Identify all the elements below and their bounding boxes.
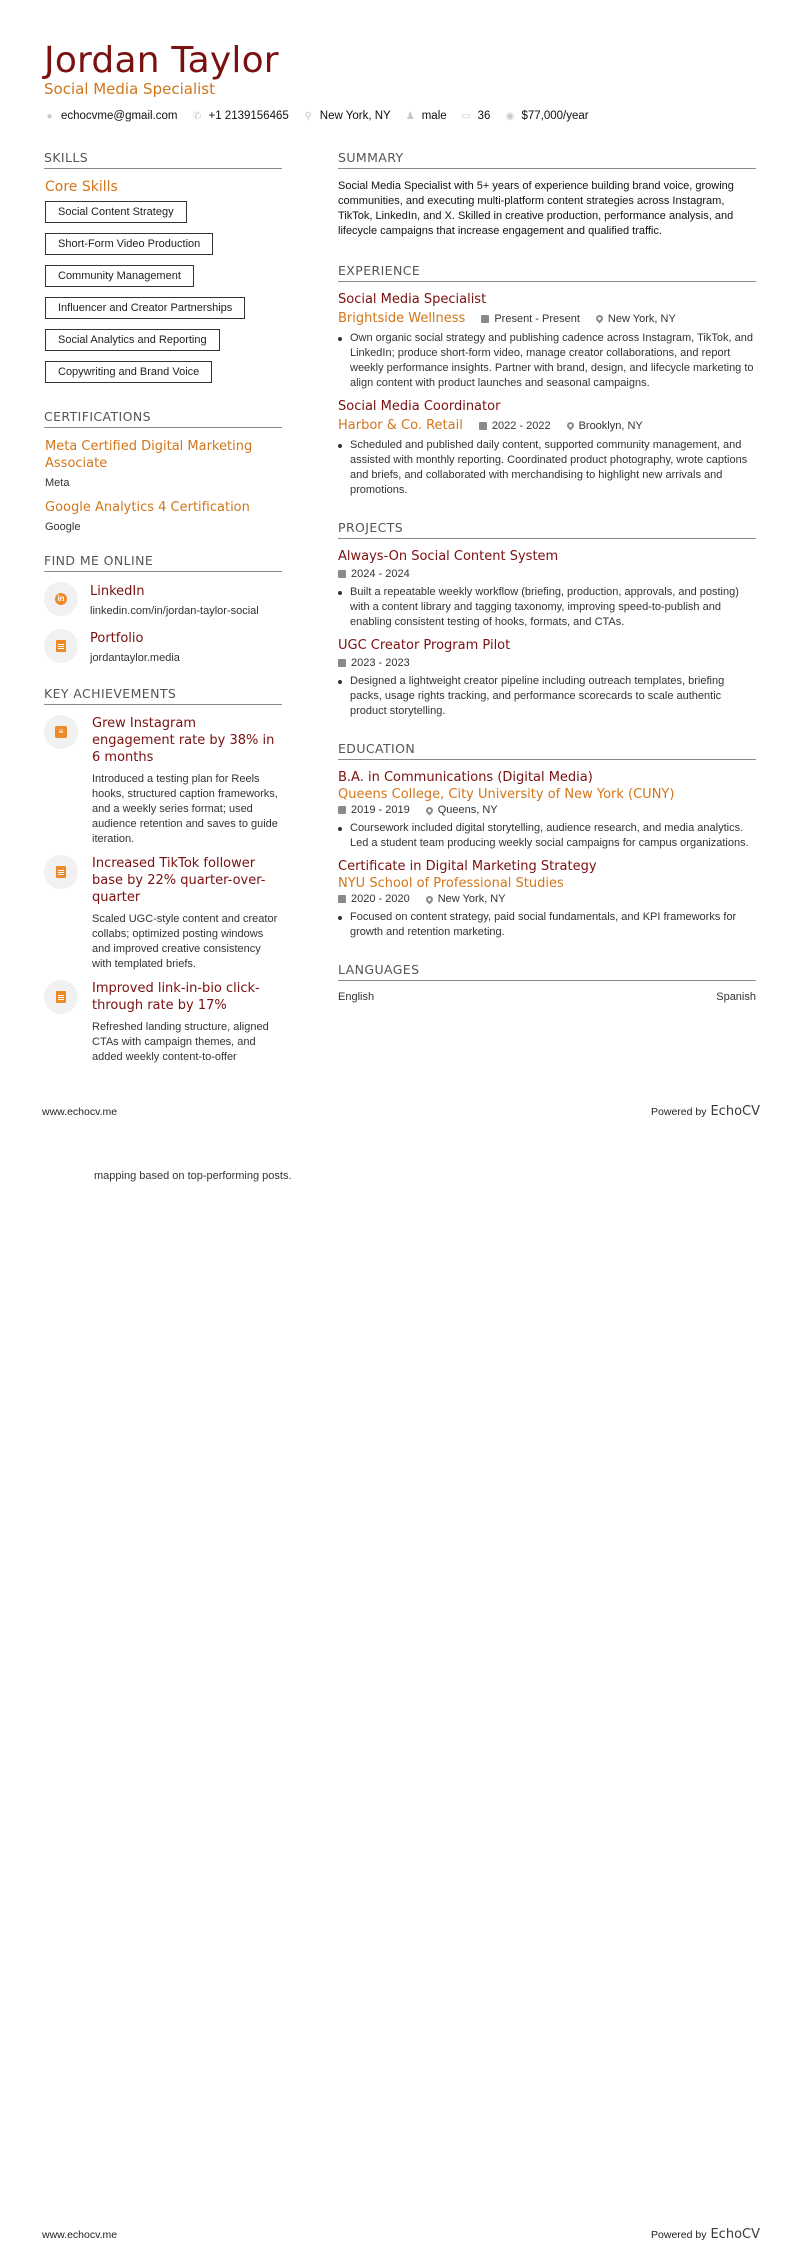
experience-entry [338,292,756,391]
right-column [338,150,756,1015]
entry-dates: 2024 - 2024 [351,568,410,580]
entry-bullet: Coursework included digital storytelling, audience research, and media analytics. Led a student team producing weekly social campaigns for campus organizations. [350,822,749,849]
achievement-item [44,855,282,972]
page-footer [42,1104,760,1119]
cert-item [44,438,282,489]
calendar-icon [338,570,346,578]
summary-text: Social Media Specialist with 5+ years of experience building brand voice, growing communities, and executing multi-platform content strategies across Instagram, TikTok, LinkedIn, and X. Skilled in creative production, performance analysis, and lifecycle campaigns that increase engagement and qualified traffic. [338,180,734,237]
resume-page-2 [0,1123,794,2246]
left-column [44,150,282,1063]
entry-bullet: Own organic social strategy and publishing cadence across Instagram, TikTok, and LinkedIn; produce short-form video, manage creator collaborations, and report weekly performance insights. Partner with brand, design, and lifecycle marketing to align content with product launches and seasonal campaigns. [350,332,754,389]
language-name: Spanish [716,991,756,1003]
online-item-linkedin[interactable] [44,582,282,617]
sliders-icon: ≡ [44,715,78,749]
skill-tag: Copywriting and Brand Voice [45,361,212,383]
person-icon: ♟ [405,110,415,122]
skill-tag: Social Content Strategy [45,201,187,223]
bullet-dot [338,591,342,595]
achievements-section [44,686,282,1063]
skills-group-title: Core Skills [45,179,118,195]
project-entry [338,638,756,719]
page-footer [42,2227,760,2242]
achievement-title: Increased TikTok follower base by 22% quarter-over-quarter [92,856,266,905]
entry-title: Social Media Coordinator [338,399,501,414]
footer-powered: Powered by [651,2229,707,2241]
location-pin-icon [594,314,604,324]
skill-tag: Community Management [45,265,194,287]
bullet-dot [338,444,342,448]
clipboard-icon [44,980,78,1014]
achievement-title: Grew Instagram engagement rate by 38% in 6 months [92,716,275,765]
online-section [44,553,282,664]
entry-bullet: Designed a lightweight creator pipeline including outreach templates, briefing packs, usage rights tracking, and performance scorecards to scale authentic product storytelling. [350,675,725,717]
achievement-desc: Scaled UGC-style content and creator collabs; optimized posting windows and improved creative consistency with templated briefs. [92,913,278,970]
calendar-icon [479,422,487,430]
email-text: echocvme@gmail.com [61,110,178,122]
skills-list [44,201,282,393]
calendar-icon [338,659,346,667]
certifications-section [44,409,282,533]
location-pin-icon [424,894,434,904]
entry-title: UGC Creator Program Pilot [338,638,511,653]
contact-age [461,110,491,122]
entry-location: New York, NY [607,312,676,325]
achievement-desc-continued: mapping based on top-performing posts. [94,1170,292,1182]
footer-powered: Powered by [651,1106,707,1118]
entry-dates: Present - Present [494,312,580,325]
achievement-title: Improved link-in-bio click-through rate by 17% [92,981,260,1013]
achievement-desc: Refreshed landing structure, aligned CTAs with campaign themes, and added weekly content-to-offer [92,1021,269,1063]
skills-heading: SKILLS [44,150,282,169]
contact-gender [405,110,447,122]
entry-dates: 2020 - 2020 [351,893,410,905]
entry-dates: 2023 - 2023 [351,657,410,669]
portfolio-icon [44,629,78,663]
entry-org: NYU School of Professional Studies [338,876,564,891]
age-text: 36 [477,110,491,122]
linkedin-icon: in [44,582,78,616]
experience-heading: EXPERIENCE [338,263,756,282]
entry-title: Certificate in Digital Marketing Strategy [338,859,597,874]
phone-text: +1 2139156465 [208,110,289,122]
entry-dates: 2019 - 2019 [351,804,410,816]
entry-title: Always-On Social Content System [338,549,559,564]
online-link[interactable]: jordantaylor.media [90,652,180,664]
entry-location: Brooklyn, NY [578,419,643,432]
candidate-name: Jordan Taylor [44,40,279,81]
entry-location: Queens, NY [437,804,498,816]
languages-list [338,991,756,1003]
cert-issuer: Google [45,521,81,533]
bullet-dot [338,916,342,920]
calendar-icon [338,806,346,814]
online-link[interactable]: linkedin.com/in/jordan-taylor-social [90,605,259,617]
language-name: English [338,991,375,1003]
salary-text: $77,000/year [521,110,589,122]
cert-item [44,499,282,533]
achievement-item [44,980,282,1063]
entry-bullet: Scheduled and published daily content, supported community management, and assisted with monthly reporting. Coordinated product photography, wrote captions and briefs, and collaborated with merchandising to highlight new arrivals and promotions. [350,439,748,496]
achievement-item [44,715,282,847]
project-entry [338,549,756,630]
calendar-icon [338,895,346,903]
footer-brand-logo[interactable]: EchoCV [710,2227,760,2242]
footer-site[interactable]: www.echocv.me [42,2228,118,2241]
entry-org: Queens College, City University of New York (CUNY) [338,787,675,802]
document-icon [44,855,78,889]
contact-salary [504,110,588,122]
certifications-heading: CERTIFICATIONS [44,409,282,428]
cert-title: Google Analytics 4 Certification [45,500,250,515]
cert-title: Meta Certified Digital Marketing Associate [45,439,253,471]
experience-entry [338,399,756,498]
entry-org: Brightside Wellness [338,311,466,326]
education-entry [338,859,756,940]
languages-heading: LANGUAGES [338,962,756,981]
contact-location [303,110,391,122]
bullet-dot [338,680,342,684]
entry-title: Social Media Specialist [338,292,487,307]
projects-heading: PROJECTS [338,520,756,539]
entry-org: Harbor & Co. Retail [338,418,463,433]
experience-section [338,263,756,498]
contact-phone[interactable] [192,110,289,122]
contact-email[interactable] [44,110,178,122]
calendar-icon [481,315,489,323]
entry-title: B.A. in Communications (Digital Media) [338,770,593,785]
skill-tag: Social Analytics and Reporting [45,329,220,351]
education-entry [338,770,756,851]
cert-issuer: Meta [45,477,70,489]
location-pin-icon [424,805,434,815]
contact-bar [44,110,589,122]
online-heading: FIND ME ONLINE [44,553,282,572]
salary-icon: ◉ [505,110,515,122]
online-item-portfolio[interactable] [44,629,282,664]
phone-icon: ✆ [192,110,202,122]
email-icon: ● [46,110,53,122]
projects-section [338,520,756,719]
languages-section [338,962,756,1003]
skill-tag: Short-Form Video Production [45,233,213,255]
entry-bullet: Focused on content strategy, paid social fundamentals, and KPI frameworks for growth and retention marketing. [350,911,737,938]
bullet-dot [338,827,342,831]
footer-site[interactable]: www.echocv.me [42,1105,118,1118]
skill-tag: Influencer and Creator Partnerships [45,297,245,319]
achievement-desc: Introduced a testing plan for Reels hooks, structured caption frameworks, and a weekly series format; used audience retention and saves to guide iteration. [92,773,278,845]
online-label: Portfolio [90,631,144,646]
education-heading: EDUCATION [338,741,756,760]
education-section [338,741,756,940]
bullet-dot [338,337,342,341]
entry-dates: 2022 - 2022 [491,419,551,432]
online-label: LinkedIn [90,584,145,599]
calendar-icon: ▭ [461,110,471,122]
achievements-heading: KEY ACHIEVEMENTS [44,686,282,705]
location-text: New York, NY [319,110,391,122]
location-pin-icon: ⚲ [304,110,312,122]
location-pin-icon [565,421,575,431]
footer-brand-logo[interactable]: EchoCV [710,1104,760,1119]
candidate-title: Social Media Specialist [44,80,215,98]
summary-heading: SUMMARY [338,150,756,169]
gender-text: male [421,110,447,122]
entry-location: New York, NY [437,893,506,905]
entry-bullet: Built a repeatable weekly workflow (briefing, production, approvals, and posting) with a content library and tagging taxonomy, improving speed-to-publish and enabling consistent testing of hooks, formats, and CTAs. [350,586,739,628]
skills-section [44,150,282,393]
